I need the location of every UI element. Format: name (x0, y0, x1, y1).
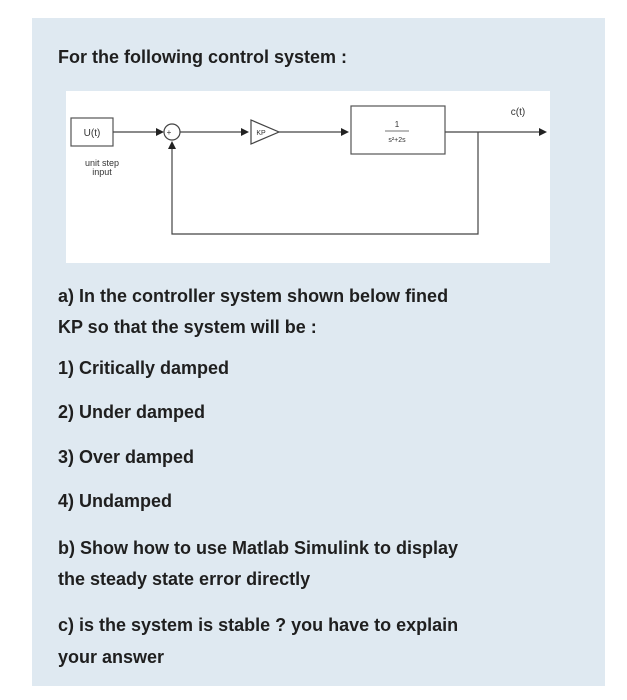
option-critically-damped: 1) Critically damped (58, 358, 230, 378)
arrow-head-icon (539, 128, 547, 136)
summing-sign-icon: + (166, 128, 172, 137)
question-a-line2: KP so that the system will be : (58, 317, 317, 337)
option-undamped: 4) Undamped (58, 491, 173, 511)
question-c-line2: your answer (58, 647, 165, 667)
input-block-label: U(t) (83, 128, 101, 139)
block-diagram (66, 91, 550, 263)
tf-denominator: s²+2s (388, 137, 406, 144)
input-caption-line2: input (92, 167, 112, 177)
question-a-line1: a) In the controller system shown below fined (58, 286, 449, 306)
arrow-head-icon (168, 141, 176, 149)
tf-numerator: 1 (394, 120, 400, 129)
output-label: c(t) (510, 107, 526, 118)
option-over-damped: 3) Over damped (58, 447, 195, 467)
gain-label: KP (256, 130, 266, 137)
question-c-line1: c) is the system is stable ? you have to explain (58, 615, 459, 635)
arrow-head-icon (341, 128, 349, 136)
question-b-line1: b) Show how to use Matlab Simulink to display (58, 538, 459, 558)
block-diagram-svg (66, 91, 550, 263)
input-caption-line1: unit step (84, 158, 120, 168)
page-title: For the following control system : (58, 47, 348, 67)
question-b-line2: the steady state error directly (58, 569, 311, 589)
transfer-function-block (351, 106, 445, 154)
arrow-head-icon (156, 128, 164, 136)
arrow-head-icon (241, 128, 249, 136)
option-under-damped: 2) Under damped (58, 402, 206, 422)
